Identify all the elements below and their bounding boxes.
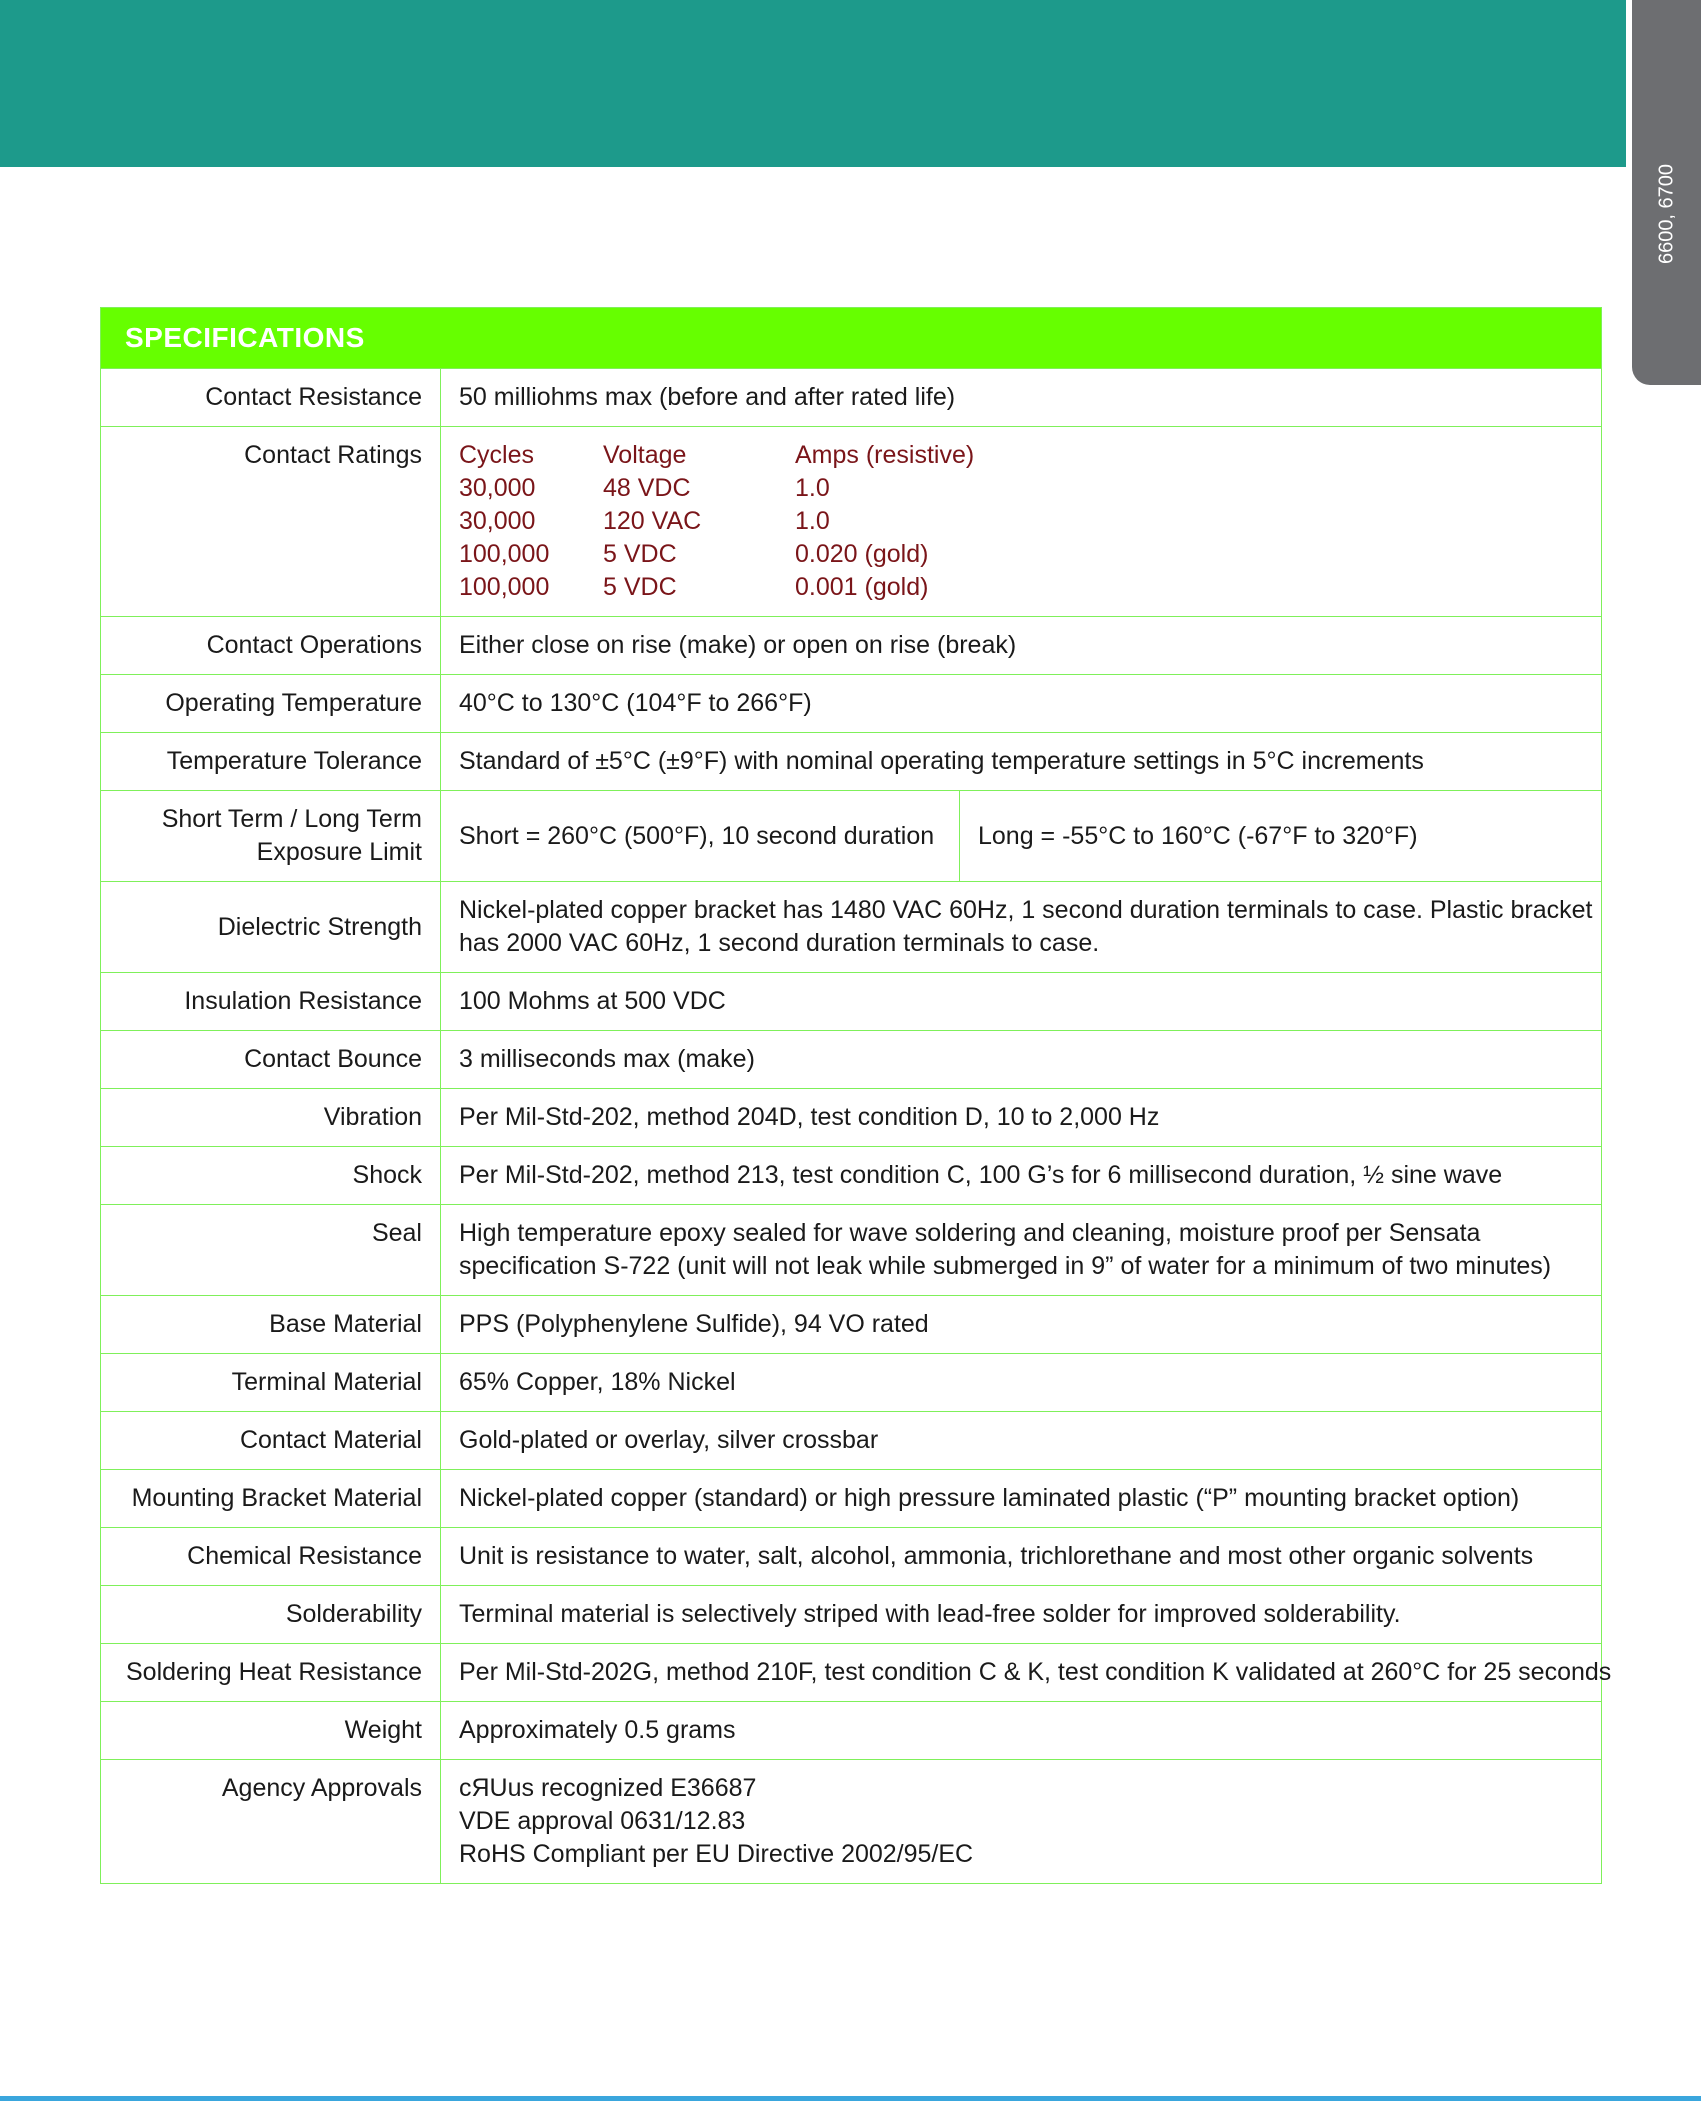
ratings-cell: 100,000 (459, 540, 550, 568)
spec-label: Operating Temperature (101, 675, 441, 732)
ratings-cell: 48 VDC (603, 474, 691, 502)
specifications-title: SPECIFICATIONS (125, 322, 365, 353)
dielectric-line1: Nickel-plated copper bracket has 1480 VAC 60Hz, 1 second duration terminals to case. Plastic bracket (459, 896, 1593, 924)
spec-value: Gold-plated or overlay, silver crossbar (459, 1426, 879, 1454)
spec-label: Agency Approvals (101, 1760, 441, 1883)
approval-line2: VDE approval 0631/12.83 (459, 1807, 746, 1835)
top-banner (0, 0, 1626, 167)
exposure-label-line2: Exposure Limit (256, 838, 422, 866)
approval-line1: cЯUus recognized E36687 (459, 1774, 757, 1802)
spec-value: Nickel-plated copper (standard) or high pressure laminated plastic (“P” mounting bracket option) (459, 1484, 1520, 1512)
spec-value: Approximately 0.5 grams (459, 1716, 736, 1744)
spec-label: Chemical Resistance (101, 1528, 441, 1585)
dielectric-line2: has 2000 VAC 60Hz, 1 second duration terminals to case. (459, 929, 1100, 957)
exposure-label-line1: Short Term / Long Term (161, 805, 422, 833)
spec-value (441, 1760, 1601, 1883)
spec-value: 40°C to 130°C (104°F to 266°F) (459, 689, 812, 717)
spec-label: Shock (101, 1147, 441, 1204)
ratings-header-voltage: Voltage (603, 441, 687, 469)
spec-row-temperature-tolerance (101, 732, 1601, 790)
spec-label (101, 882, 441, 972)
spec-label: Contact Ratings (101, 427, 441, 616)
spec-row-exposure-limit (101, 790, 1601, 881)
spec-label: Temperature Tolerance (101, 733, 441, 790)
spec-value: 100 Mohms at 500 VDC (459, 987, 726, 1015)
spec-value: Per Mil-Std-202, method 213, test condition C, 100 G’s for 6 millisecond duration, ½ sine wave (459, 1161, 1503, 1189)
spec-row-chemical-resistance (101, 1527, 1601, 1585)
seal-line2: specification S-722 (unit will not leak while submerged in 9” of water for a minimum of two minutes) (459, 1252, 1552, 1280)
ratings-cell: 0.020 (gold) (795, 540, 929, 568)
spec-row-contact-resistance (101, 368, 1601, 426)
spec-row-agency-approvals (101, 1759, 1601, 1883)
spec-row-shock (101, 1146, 1601, 1204)
spec-row-terminal-material (101, 1353, 1601, 1411)
spec-row-contact-bounce (101, 1030, 1601, 1088)
spec-label (101, 791, 441, 881)
spec-row-operating-temperature (101, 674, 1601, 732)
approval-line3: RoHS Compliant per EU Directive 2002/95/EC (459, 1840, 974, 1868)
spec-value: PPS (Polyphenylene Sulfide), 94 VO rated (459, 1310, 929, 1338)
spec-value: Unit is resistance to water, salt, alcohol, ammonia, trichlorethane and most other organic solvents (459, 1542, 1534, 1570)
bottom-rule (0, 2096, 1701, 2101)
ratings-cell: 5 VDC (603, 573, 677, 601)
spec-label: Solderability (101, 1586, 441, 1643)
ratings-cell: 120 VAC (603, 507, 702, 535)
spec-label: Insulation Resistance (101, 973, 441, 1030)
spec-row-solderability (101, 1585, 1601, 1643)
spec-value: 65% Copper, 18% Nickel (459, 1368, 736, 1396)
side-tab-text: 6600, 6700 (1655, 163, 1678, 265)
ratings-cell: 0.001 (gold) (795, 573, 929, 601)
ratings-cell: 30,000 (459, 474, 536, 502)
spec-row-insulation-resistance (101, 972, 1601, 1030)
seal-line1: High temperature epoxy sealed for wave soldering and cleaning, moisture proof per Sensata (459, 1219, 1481, 1247)
ratings-cell: 30,000 (459, 507, 536, 535)
spec-row-vibration (101, 1088, 1601, 1146)
spec-row-mounting-bracket-material (101, 1469, 1601, 1527)
specifications-header (101, 308, 1601, 368)
spec-row-seal (101, 1204, 1601, 1295)
exposure-long: Long = -55°C to 160°C (-67°F to 320°F) (978, 821, 1418, 850)
spec-label: Seal (101, 1205, 441, 1295)
contact-ratings-grid (459, 439, 1595, 604)
spec-label: Contact Resistance (101, 369, 441, 426)
spec-label: Contact Material (101, 1412, 441, 1469)
spec-label: Contact Operations (101, 617, 441, 674)
spec-value: 3 milliseconds max (make) (459, 1045, 755, 1073)
exposure-short: Short = 260°C (500°F), 10 second duration (441, 791, 960, 881)
ratings-header-cycles: Cycles (459, 441, 535, 469)
spec-value (441, 1205, 1601, 1295)
spec-value: Standard of ±5°C (±9°F) with nominal operating temperature settings in 5°C increments (459, 747, 1424, 775)
spec-value: Terminal material is selectively striped with lead-free solder for improved solderability. (459, 1600, 1401, 1628)
contact-ratings-value (441, 427, 1601, 616)
spec-label: Contact Bounce (101, 1031, 441, 1088)
spec-label: Mounting Bracket Material (101, 1470, 441, 1527)
ratings-cell: 100,000 (459, 573, 550, 601)
spec-row-weight (101, 1701, 1601, 1759)
spec-label: Vibration (101, 1089, 441, 1146)
ratings-cell: 1.0 (795, 507, 830, 535)
spec-label: Base Material (101, 1296, 441, 1353)
spec-label: Weight (101, 1702, 441, 1759)
spec-value: Per Mil-Std-202G, method 210F, test condition C & K, test condition K validated at 260°C for 25 seconds (459, 1658, 1612, 1686)
spec-label: Terminal Material (101, 1354, 441, 1411)
ratings-header-amps: Amps (resistive) (795, 441, 975, 469)
spec-row-contact-ratings (101, 426, 1601, 616)
spec-row-soldering-heat-resistance (101, 1643, 1612, 1701)
dielectric-label: Dielectric Strength (217, 912, 422, 941)
spec-row-contact-operations (101, 616, 1601, 674)
spec-row-base-material (101, 1295, 1601, 1353)
spec-value (441, 882, 1601, 972)
specifications-table (100, 307, 1612, 1884)
spec-value: Either close on rise (make) or open on rise (break) (459, 631, 1017, 659)
spec-value: Per Mil-Std-202, method 204D, test condition D, 10 to 2,000 Hz (459, 1103, 1160, 1131)
spec-value: 50 milliohms max (before and after rated life) (459, 383, 956, 411)
ratings-cell: 1.0 (795, 474, 830, 502)
spec-row-dielectric-strength (101, 881, 1601, 972)
spec-row-contact-material (101, 1411, 1601, 1469)
ratings-cell: 5 VDC (603, 540, 677, 568)
spec-label: Soldering Heat Resistance (101, 1644, 441, 1701)
exposure-values (441, 791, 1601, 881)
